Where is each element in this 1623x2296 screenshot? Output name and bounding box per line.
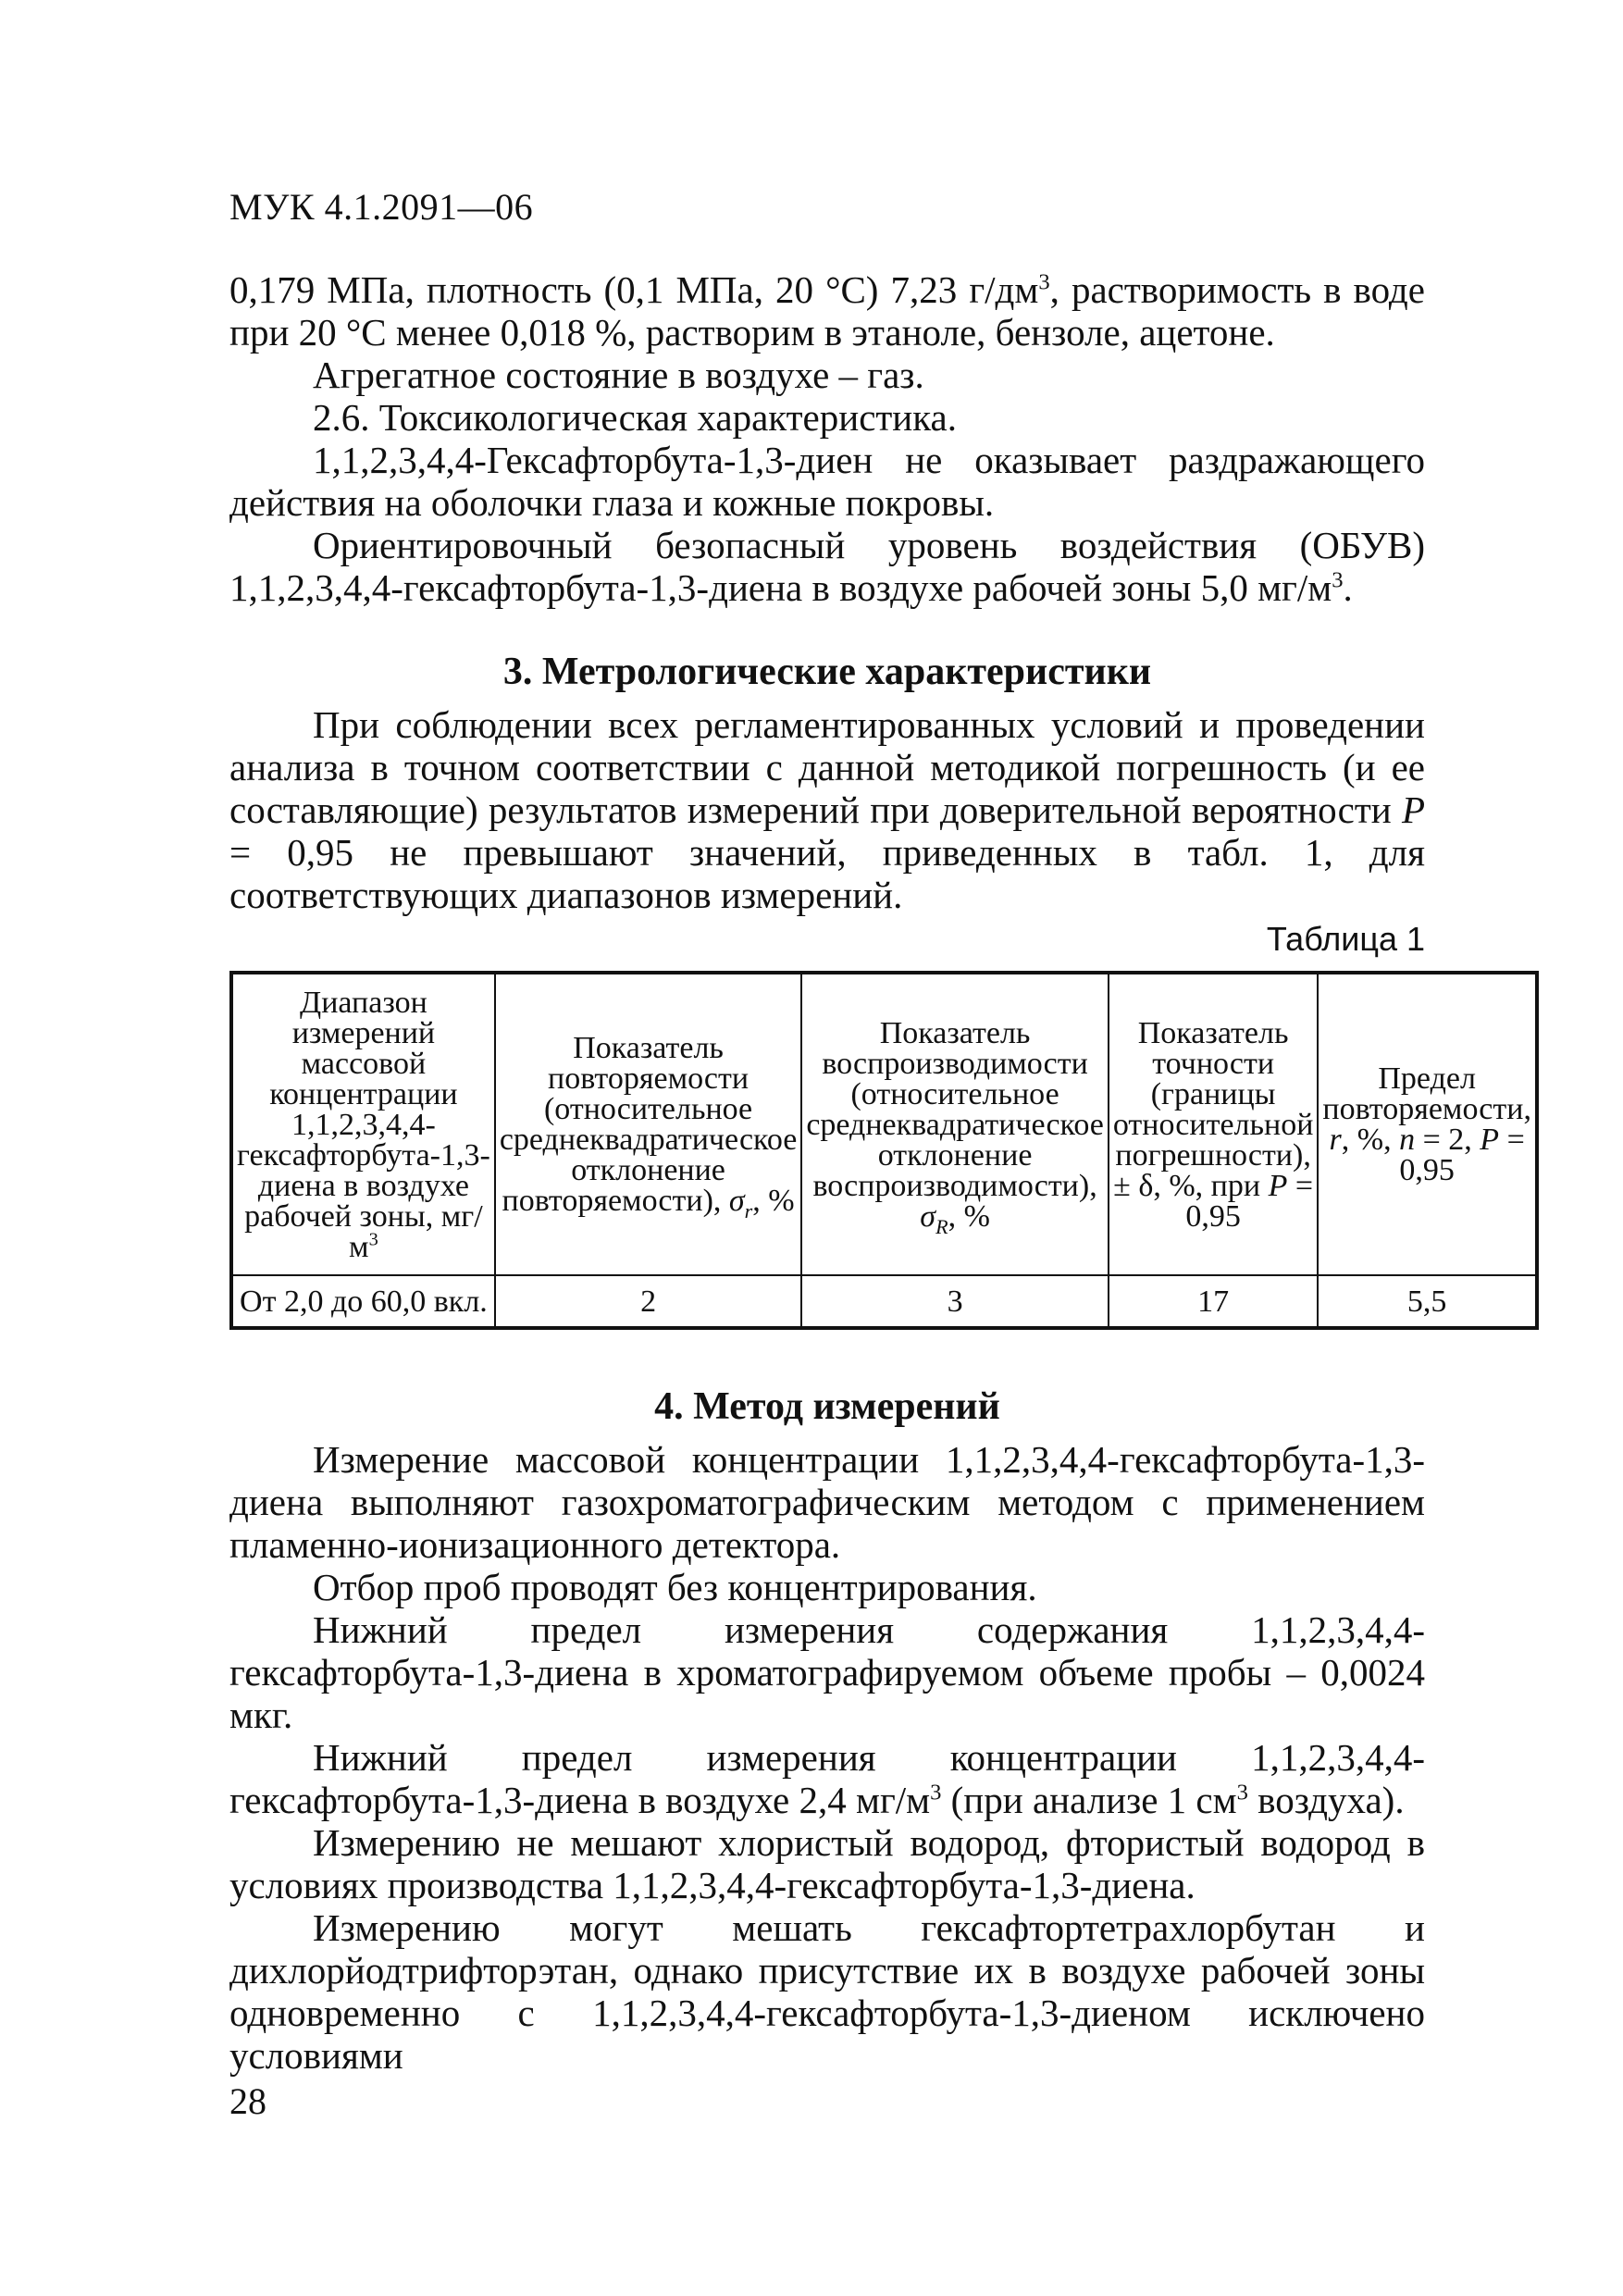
document-header: МУК 4.1.2091—06 [229, 186, 534, 228]
intro-p5-end: . [1343, 566, 1353, 609]
cell-repeatability: 2 [495, 1275, 802, 1328]
intro-paragraph-5 [229, 524, 1425, 609]
header-range: Диапазон измерений массовой концентрации 1,1,2,3,4,4-гексафторбута-1,3-диена в воздухе рабочей зоны, $мг/м^3$ [231, 973, 495, 1275]
header-reproducibility: Показатель воспроизводимости (относительное среднеквадратическое отклонение воспроизводимости), $\sigma_R$, % [801, 973, 1109, 1275]
intro-p1-text: 0,179 МПа, плотность (0,1 МПа, 20 °С) 7,23 г/дм [229, 268, 1039, 311]
section-3-paragraph [229, 703, 1425, 916]
section-3-text-cont: = 0,95 не превышают значений, приведенных в табл. 1, для соответствующих диапазонов измерений. [229, 831, 1425, 916]
section-4-paragraph-4: Нижний предел измерения концентрации 1,1,2,3,4,4-гексафторбута-1,3-диена в воздухе 2,4 $мг/м^3$ (при анализе 1 $см^3$ воздуха). [229, 1736, 1425, 1821]
header-repeatability: Показатель повторяемости (относительное среднеквадратическое отклонение повторяемости), $\sigma_r$, % [495, 973, 802, 1275]
superscript: 3 [1038, 269, 1050, 295]
section-3-text: При соблюдении всех регламентированных условий и проведении анализа в точном соответствии с данной методикой погрешность (и ее составляющие) результатов измерений при доверительной вероятности [229, 703, 1425, 831]
table-header-row [231, 973, 1537, 1275]
cell-range: От 2,0 до 60,0 вкл. [231, 1275, 495, 1328]
page-number: 28 [229, 2080, 266, 2122]
cell-repeatability-limit: 5,5 [1318, 1275, 1537, 1328]
intro-p1-text-cont: , растворимость в воде при 20 °С менее 0,018 %, растворим в этаноле, бензоле, ацетоне. [229, 268, 1425, 354]
section-4-paragraph-6: Измерению могут мешать гексафтортетрахлорбутан и дихлорйодтрифторэтан, однако присутствие их в воздухе рабочей зоны одновременно с 1,1,2,3,4,4-гексафторбута-1,3-диеном исключено условиями [229, 1906, 1425, 2077]
cell-reproducibility: 3 [801, 1275, 1109, 1328]
header-accuracy: Показатель точности (границы относительной погрешности), ± δ, %, при Р = 0,95 [1109, 973, 1319, 1275]
section-3-body [229, 703, 1425, 916]
intro-paragraph-1 [229, 268, 1425, 354]
table-caption: Таблица 1 [1266, 920, 1425, 958]
section-4-paragraph-1: Измерение массовой концентрации 1,1,2,3,4,4-гексафторбута-1,3-диена выполняют газохроматографическим методом с применением пламенно-ионизационного детектора. [229, 1438, 1425, 1566]
intro-section [229, 268, 1425, 609]
header-repeatability-limit: Предел повторяемости, r, %, n = 2, Р = 0,95 [1318, 973, 1537, 1275]
section-4-paragraph-2: Отбор проб проводят без концентрирования. [313, 1566, 1037, 1608]
metrology-table [229, 971, 1539, 1330]
intro-paragraph-2: Агрегатное состояние в воздухе – газ. [313, 354, 924, 396]
section-3-title: 3. Метрологические характеристики [502, 651, 1152, 693]
probability-symbol: Р [1401, 788, 1425, 831]
superscript: 3 [1332, 567, 1344, 593]
section-4-paragraph-3: Нижний предел измерения содержания 1,1,2,3,4,4-гексафторбута-1,3-диена в хроматографируемом объеме пробы – 0,0024 мкг. [229, 1608, 1425, 1736]
section-4-title: 4. Метод измерений [654, 1385, 1000, 1428]
intro-p5-text: Ориентировочный безопасный уровень воздействия (ОБУВ) 1,1,2,3,4,4-гексафторбута-1,3-диена в воздухе рабочей зоны 5,0 мг/м [229, 524, 1425, 609]
intro-paragraph-3: 2.6. Токсикологическая характеристика. [313, 396, 957, 439]
cell-accuracy: 17 [1109, 1275, 1319, 1328]
section-4-body [229, 1438, 1425, 2077]
intro-paragraph-4: 1,1,2,3,4,4-Гексафторбута-1,3-диен не оказывает раздражающего действия на оболочки глаза и кожные покровы. [229, 439, 1425, 524]
section-4-paragraph-5: Измерению не мешают хлористый водород, фтористый водород в условиях производства 1,1,2,3,4,4-гексафторбута-1,3-диена. [229, 1821, 1425, 1906]
table-row [231, 1275, 1537, 1328]
